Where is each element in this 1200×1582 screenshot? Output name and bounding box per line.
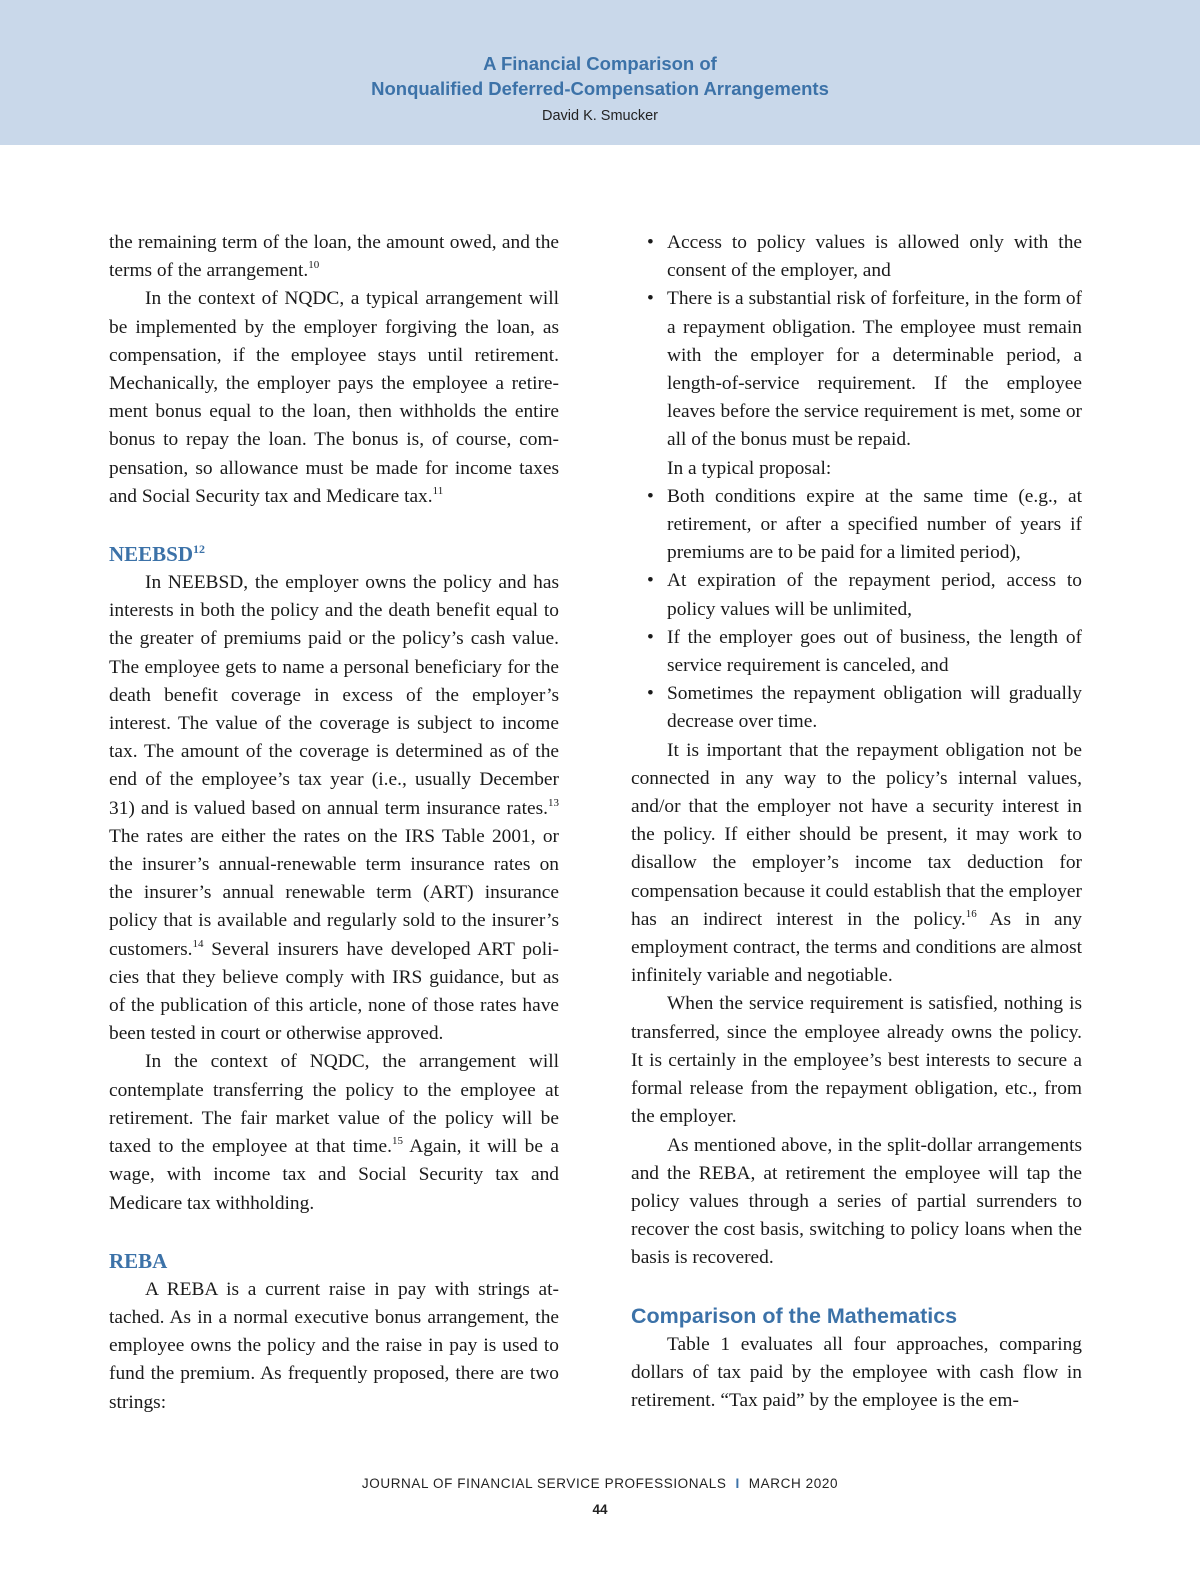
footnote-ref: 12 (193, 542, 206, 557)
proposal-bullet-list (631, 483, 1082, 737)
paragraph-table-evaluation: Table 1 evaluates all four approaches, comparing dollars of tax paid by the employee with cash flow in retirement. “Tax paid” by the employee is the em- (631, 1333, 1082, 1411)
running-header (0, 0, 1200, 145)
section-heading-reba: REBA (109, 1248, 168, 1273)
footnote-ref: 11 (432, 484, 444, 497)
list-item: • Both conditions expire at the same time (e.g., at retirement, or after a specified number of years if premiums are to be paid for a limited period), (631, 483, 1082, 568)
list-item: • At expiration of the repayment period, access to policy values will be unlimited, (631, 567, 1082, 623)
running-footer (0, 1474, 1200, 1494)
left-column (109, 229, 559, 1417)
bullet-icon: • (647, 626, 654, 648)
page-number: 44 (592, 1502, 608, 1517)
article-title-line-2: Nonqualified Deferred-Compensation Arrangements (371, 78, 829, 99)
spacer (109, 511, 559, 539)
footnote-ref: 10 (308, 259, 320, 272)
paragraph-reba-description: A REBA is a current raise in pay with strings attached. As in a normal executive bonus arrangement, the employee owns the policy and the raise in pay is used to fund the premium. As frequently proposed, there are two strings: (109, 1278, 559, 1413)
paragraph-loan-terms: the remaining term of the loan, the amount owed, and the terms of the arrangement.$^{10}$ (109, 232, 559, 282)
footnote-ref: 16 (965, 907, 977, 920)
footnote-ref: 15 (391, 1135, 403, 1148)
list-item: • There is a substantial risk of forfeiture, in the form of a repayment obligation. The employee must remain with the employer for a determinable period, a length-of-service requirement. If the employee leaves before the service requirement is met, some or all of the bonus must be repaid. (631, 285, 1082, 454)
journal-name: JOURNAL OF FINANCIAL SERVICE PROFESSIONALS (361, 1476, 727, 1491)
paragraph-partial-surrenders: As mentioned above, in the split-dollar arrangements and the REBA, at retirement the employee will tap the policy values through a series of partial surrenders to recover the cost basis, switching to policy loans when the basis is recovered. (631, 1134, 1082, 1269)
paragraph-neebsd-description: In NEEBSD, the employer owns the policy and has interests in both the policy and the death benefit equal to the greater of premiums paid or the policy’s cash value. The employee gets to name a personal beneficiary for the death benefit coverage in excess of the employer’s interest. The value of the coverage is subject to income tax. The amount of the coverage is determined as of the end of the employee’s tax year (i.e., usually December 31) and is valued based on annual term insurance rates.$^{13}$ The rates are either the rates on the IRS Table 2001, or the insurer’s annual-renewable term insurance rates on the insurer’s annual renewable term (ART) insurance policy that is available and regularly sold to the insurer’s customers.$^{14}$ Several insurers have developed ART policies that they believe comply with IRS guidance, but as of the publication of this article, none of those rates have been tested in court or otherwise approved. (109, 572, 559, 1045)
footnote-ref: 13 (548, 796, 559, 809)
section-heading-neebsd: NEEBSD$^{12}$ (109, 542, 206, 567)
bullet-icon: • (647, 232, 654, 253)
bullet-icon: • (647, 683, 654, 705)
bullet-icon: • (647, 288, 654, 310)
section-heading-mathematics: Comparison of the Mathematics (631, 1303, 958, 1328)
article-author: David K. Smucker (541, 108, 659, 124)
typical-proposal-lead: In a typical proposal: (667, 457, 832, 479)
spacer (109, 1218, 559, 1246)
list-item: • If the employer goes out of business, the length of service requirement is canceled, and (631, 624, 1082, 680)
paragraph-service-requirement: When the service requirement is satisfied, nothing is transferred, since the employee already owns the policy. It is certainly in the employee’s best interests to secure a formal release from the repayment obligation, etc., from the employer. (631, 993, 1082, 1128)
list-item: • Access to policy values is allowed only with the consent of the employer, and (631, 229, 1082, 285)
paragraph-repayment-obligation: It is important that the repayment obligation not be connected in any way to the policy’s internal values, and/or that the employer not have a security interest in the policy. If either should be present, it may work to disallow the employer’s income tax deduction for compensation because it could establish that the employer has an indirect interest in the policy.$^{16}$ As in any employment contract, the terms and conditions are almost infinitely variable and negotiable. (631, 739, 1082, 987)
right-column (631, 229, 1082, 1415)
list-item: • Sometimes the repayment obligation will gradually decrease over time. (631, 680, 1082, 736)
spacer (631, 1273, 1082, 1301)
paragraph-nqdc-loan: In the context of NQDC, a typical arrangement will be implemented by the employer forgiving the loan, as compensation, if the employee stays until retirement. Mechanically, the employer pays the employee a retirement bonus equal to the loan, then withholds the entire bonus to repay the loan. The bonus is, of course, compensation, so allowance must be made for income taxes and Social Security tax and Medicare tax.$^{11}$ (109, 288, 559, 507)
footnote-ref: 14 (192, 937, 204, 950)
bullet-icon: • (647, 570, 654, 592)
footer-separator: I (735, 1476, 740, 1491)
issue-date: MARCH 2020 (748, 1476, 839, 1491)
bullet-icon: • (647, 485, 654, 507)
strings-bullet-list (631, 229, 1082, 455)
article-title-line-1: A Financial Comparison of (483, 53, 717, 74)
paragraph-neebsd-nqdc: In the context of NQDC, the arrangement will contemplate transferring the policy to the employee at retirement. The fair market value of the policy will be taxed to the employee at that time.$^{15}$ Again, it will be a wage, with income tax and Social Security tax and Medicare tax withholding. (109, 1051, 559, 1214)
